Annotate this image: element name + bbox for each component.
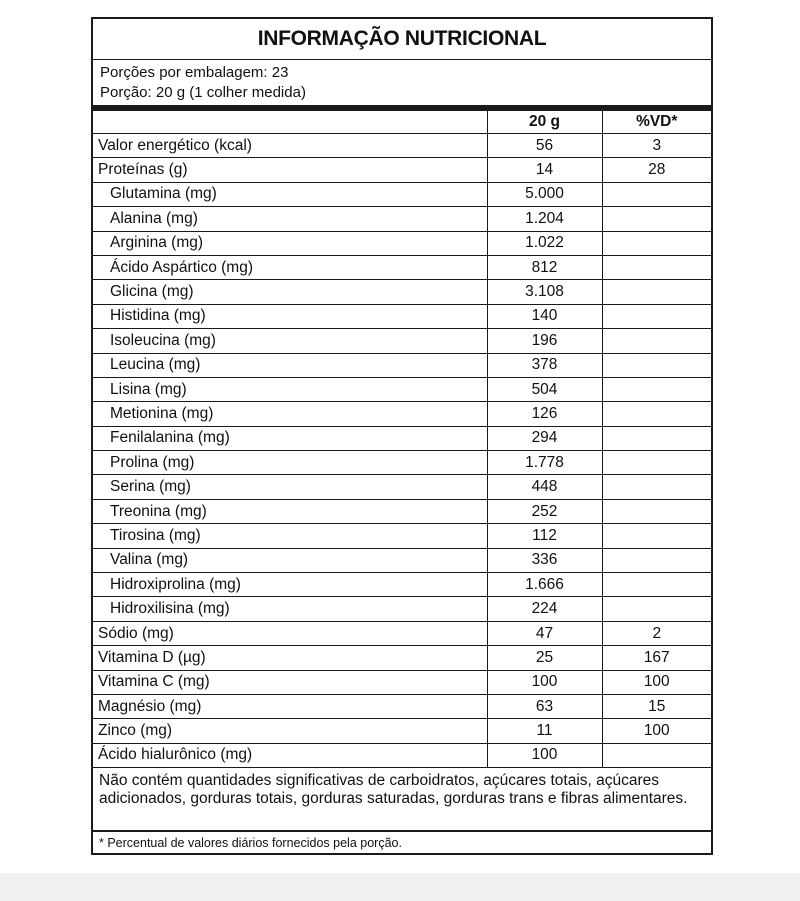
nutrient-amount: 336	[487, 548, 602, 572]
nutrient-name: Zinco (mg)	[93, 719, 487, 743]
nutrient-amount: 100	[487, 670, 602, 694]
nutrient-name: Valor energético (kcal)	[93, 134, 487, 158]
nutrient-name: Sódio (mg)	[93, 621, 487, 645]
nutrient-amount: 196	[487, 329, 602, 353]
nutrient-amount: 140	[487, 304, 602, 328]
nutrient-name: Ácido hialurônico (mg)	[93, 743, 487, 767]
nutrient-daily-value: 167	[602, 646, 711, 670]
nutrient-daily-value	[602, 182, 711, 206]
nutrient-daily-value	[602, 353, 711, 377]
nutrient-name: Magnésio (mg)	[93, 694, 487, 718]
table-row	[93, 451, 711, 475]
nutrient-amount: 1.666	[487, 573, 602, 597]
nutrient-amount: 448	[487, 475, 602, 499]
nutrient-amount: 224	[487, 597, 602, 621]
table-row	[93, 670, 711, 694]
nutrition-facts-label	[91, 17, 713, 855]
nutrient-name: Isoleucina (mg)	[93, 329, 487, 353]
nutrient-daily-value	[602, 499, 711, 523]
table-row	[93, 353, 711, 377]
header-nutrient	[93, 111, 487, 134]
servings-per-package: Porções por embalagem: 23	[100, 64, 289, 81]
table-row	[93, 524, 711, 548]
bottom-background-band	[0, 873, 800, 901]
table-row	[93, 694, 711, 718]
nutrient-name: Leucina (mg)	[93, 353, 487, 377]
nutrition-table	[93, 111, 711, 768]
nutrient-amount: 1.778	[487, 451, 602, 475]
table-row	[93, 182, 711, 206]
nutrient-amount: 47	[487, 621, 602, 645]
nutrient-amount: 25	[487, 646, 602, 670]
nutrient-amount: 14	[487, 158, 602, 182]
nutrient-amount: 11	[487, 719, 602, 743]
nutrient-name: Serina (mg)	[93, 475, 487, 499]
nutrient-name: Glutamina (mg)	[93, 182, 487, 206]
nutrient-daily-value	[602, 329, 711, 353]
table-row	[93, 231, 711, 255]
nutrient-name: Proteínas (g)	[93, 158, 487, 182]
daily-value-footnote: * Percentual de valores diários fornecidos pela porção.	[99, 836, 402, 851]
nutrient-daily-value	[602, 597, 711, 621]
nutrient-amount: 5.000	[487, 182, 602, 206]
nutrient-daily-value	[602, 280, 711, 304]
nutrient-name: Arginina (mg)	[93, 231, 487, 255]
nutrient-name: Tirosina (mg)	[93, 524, 487, 548]
nutrient-daily-value	[602, 573, 711, 597]
portion-info	[93, 60, 711, 105]
not-significant-note: Não contém quantidades significativas de carboidratos, açúcares totais, açúcares adicionados, gorduras totais, gorduras saturadas, gorduras trans e fibras alimentares.	[93, 768, 711, 832]
nutrient-name: Ácido Aspártico (mg)	[93, 255, 487, 279]
nutrient-name: Valina (mg)	[93, 548, 487, 572]
nutrient-name: Prolina (mg)	[93, 451, 487, 475]
nutrient-daily-value: 3	[602, 134, 711, 158]
table-row	[93, 597, 711, 621]
nutrient-daily-value: 15	[602, 694, 711, 718]
serving-size: Porção: 20 g (1 colher medida)	[100, 84, 306, 101]
nutrient-daily-value	[602, 231, 711, 255]
table-row	[93, 134, 711, 158]
nutrient-amount: 812	[487, 255, 602, 279]
nutrient-daily-value	[602, 475, 711, 499]
nutrient-amount: 3.108	[487, 280, 602, 304]
table-row	[93, 743, 711, 767]
nutrient-name: Vitamina C (mg)	[93, 670, 487, 694]
nutrient-daily-value	[602, 743, 711, 767]
nutrient-amount: 63	[487, 694, 602, 718]
nutrient-name: Alanina (mg)	[93, 207, 487, 231]
nutrient-daily-value: 100	[602, 719, 711, 743]
table-row	[93, 499, 711, 523]
table-row	[93, 548, 711, 572]
table-row	[93, 719, 711, 743]
nutrient-daily-value	[602, 402, 711, 426]
label-title: INFORMAÇÃO NUTRICIONAL	[93, 19, 711, 60]
nutrient-daily-value: 100	[602, 670, 711, 694]
nutrient-amount: 100	[487, 743, 602, 767]
nutrient-name: Hidroxiprolina (mg)	[93, 573, 487, 597]
nutrient-daily-value	[602, 524, 711, 548]
table-row	[93, 621, 711, 645]
nutrient-name: Metionina (mg)	[93, 402, 487, 426]
table-row	[93, 255, 711, 279]
nutrient-daily-value	[602, 304, 711, 328]
table-row	[93, 304, 711, 328]
nutrient-amount: 294	[487, 426, 602, 450]
table-row	[93, 377, 711, 401]
nutrient-daily-value	[602, 255, 711, 279]
table-row	[93, 158, 711, 182]
nutrient-amount: 1.204	[487, 207, 602, 231]
nutrient-daily-value	[602, 426, 711, 450]
nutrient-amount: 378	[487, 353, 602, 377]
table-header-row	[93, 111, 711, 134]
nutrient-amount: 252	[487, 499, 602, 523]
header-daily-value: %VD*	[602, 111, 711, 134]
nutrition-table-body	[93, 111, 711, 768]
table-row	[93, 402, 711, 426]
table-row	[93, 475, 711, 499]
nutrient-daily-value: 28	[602, 158, 711, 182]
nutrient-amount: 1.022	[487, 231, 602, 255]
nutrient-amount: 56	[487, 134, 602, 158]
nutrient-name: Treonina (mg)	[93, 499, 487, 523]
nutrient-name: Hidroxilisina (mg)	[93, 597, 487, 621]
nutrient-daily-value	[602, 548, 711, 572]
nutrient-name: Lisina (mg)	[93, 377, 487, 401]
nutrient-amount: 112	[487, 524, 602, 548]
table-row	[93, 280, 711, 304]
nutrient-name: Vitamina D (µg)	[93, 646, 487, 670]
nutrient-daily-value: 2	[602, 621, 711, 645]
table-row	[93, 207, 711, 231]
nutrient-name: Fenilalanina (mg)	[93, 426, 487, 450]
nutrient-name: Glicina (mg)	[93, 280, 487, 304]
header-amount: 20 g	[487, 111, 602, 134]
table-row	[93, 329, 711, 353]
nutrient-daily-value	[602, 451, 711, 475]
table-row	[93, 573, 711, 597]
nutrient-amount: 126	[487, 402, 602, 426]
nutrient-name: Histidina (mg)	[93, 304, 487, 328]
nutrient-daily-value	[602, 207, 711, 231]
table-row	[93, 426, 711, 450]
table-row	[93, 646, 711, 670]
nutrient-amount: 504	[487, 377, 602, 401]
nutrient-daily-value	[602, 377, 711, 401]
